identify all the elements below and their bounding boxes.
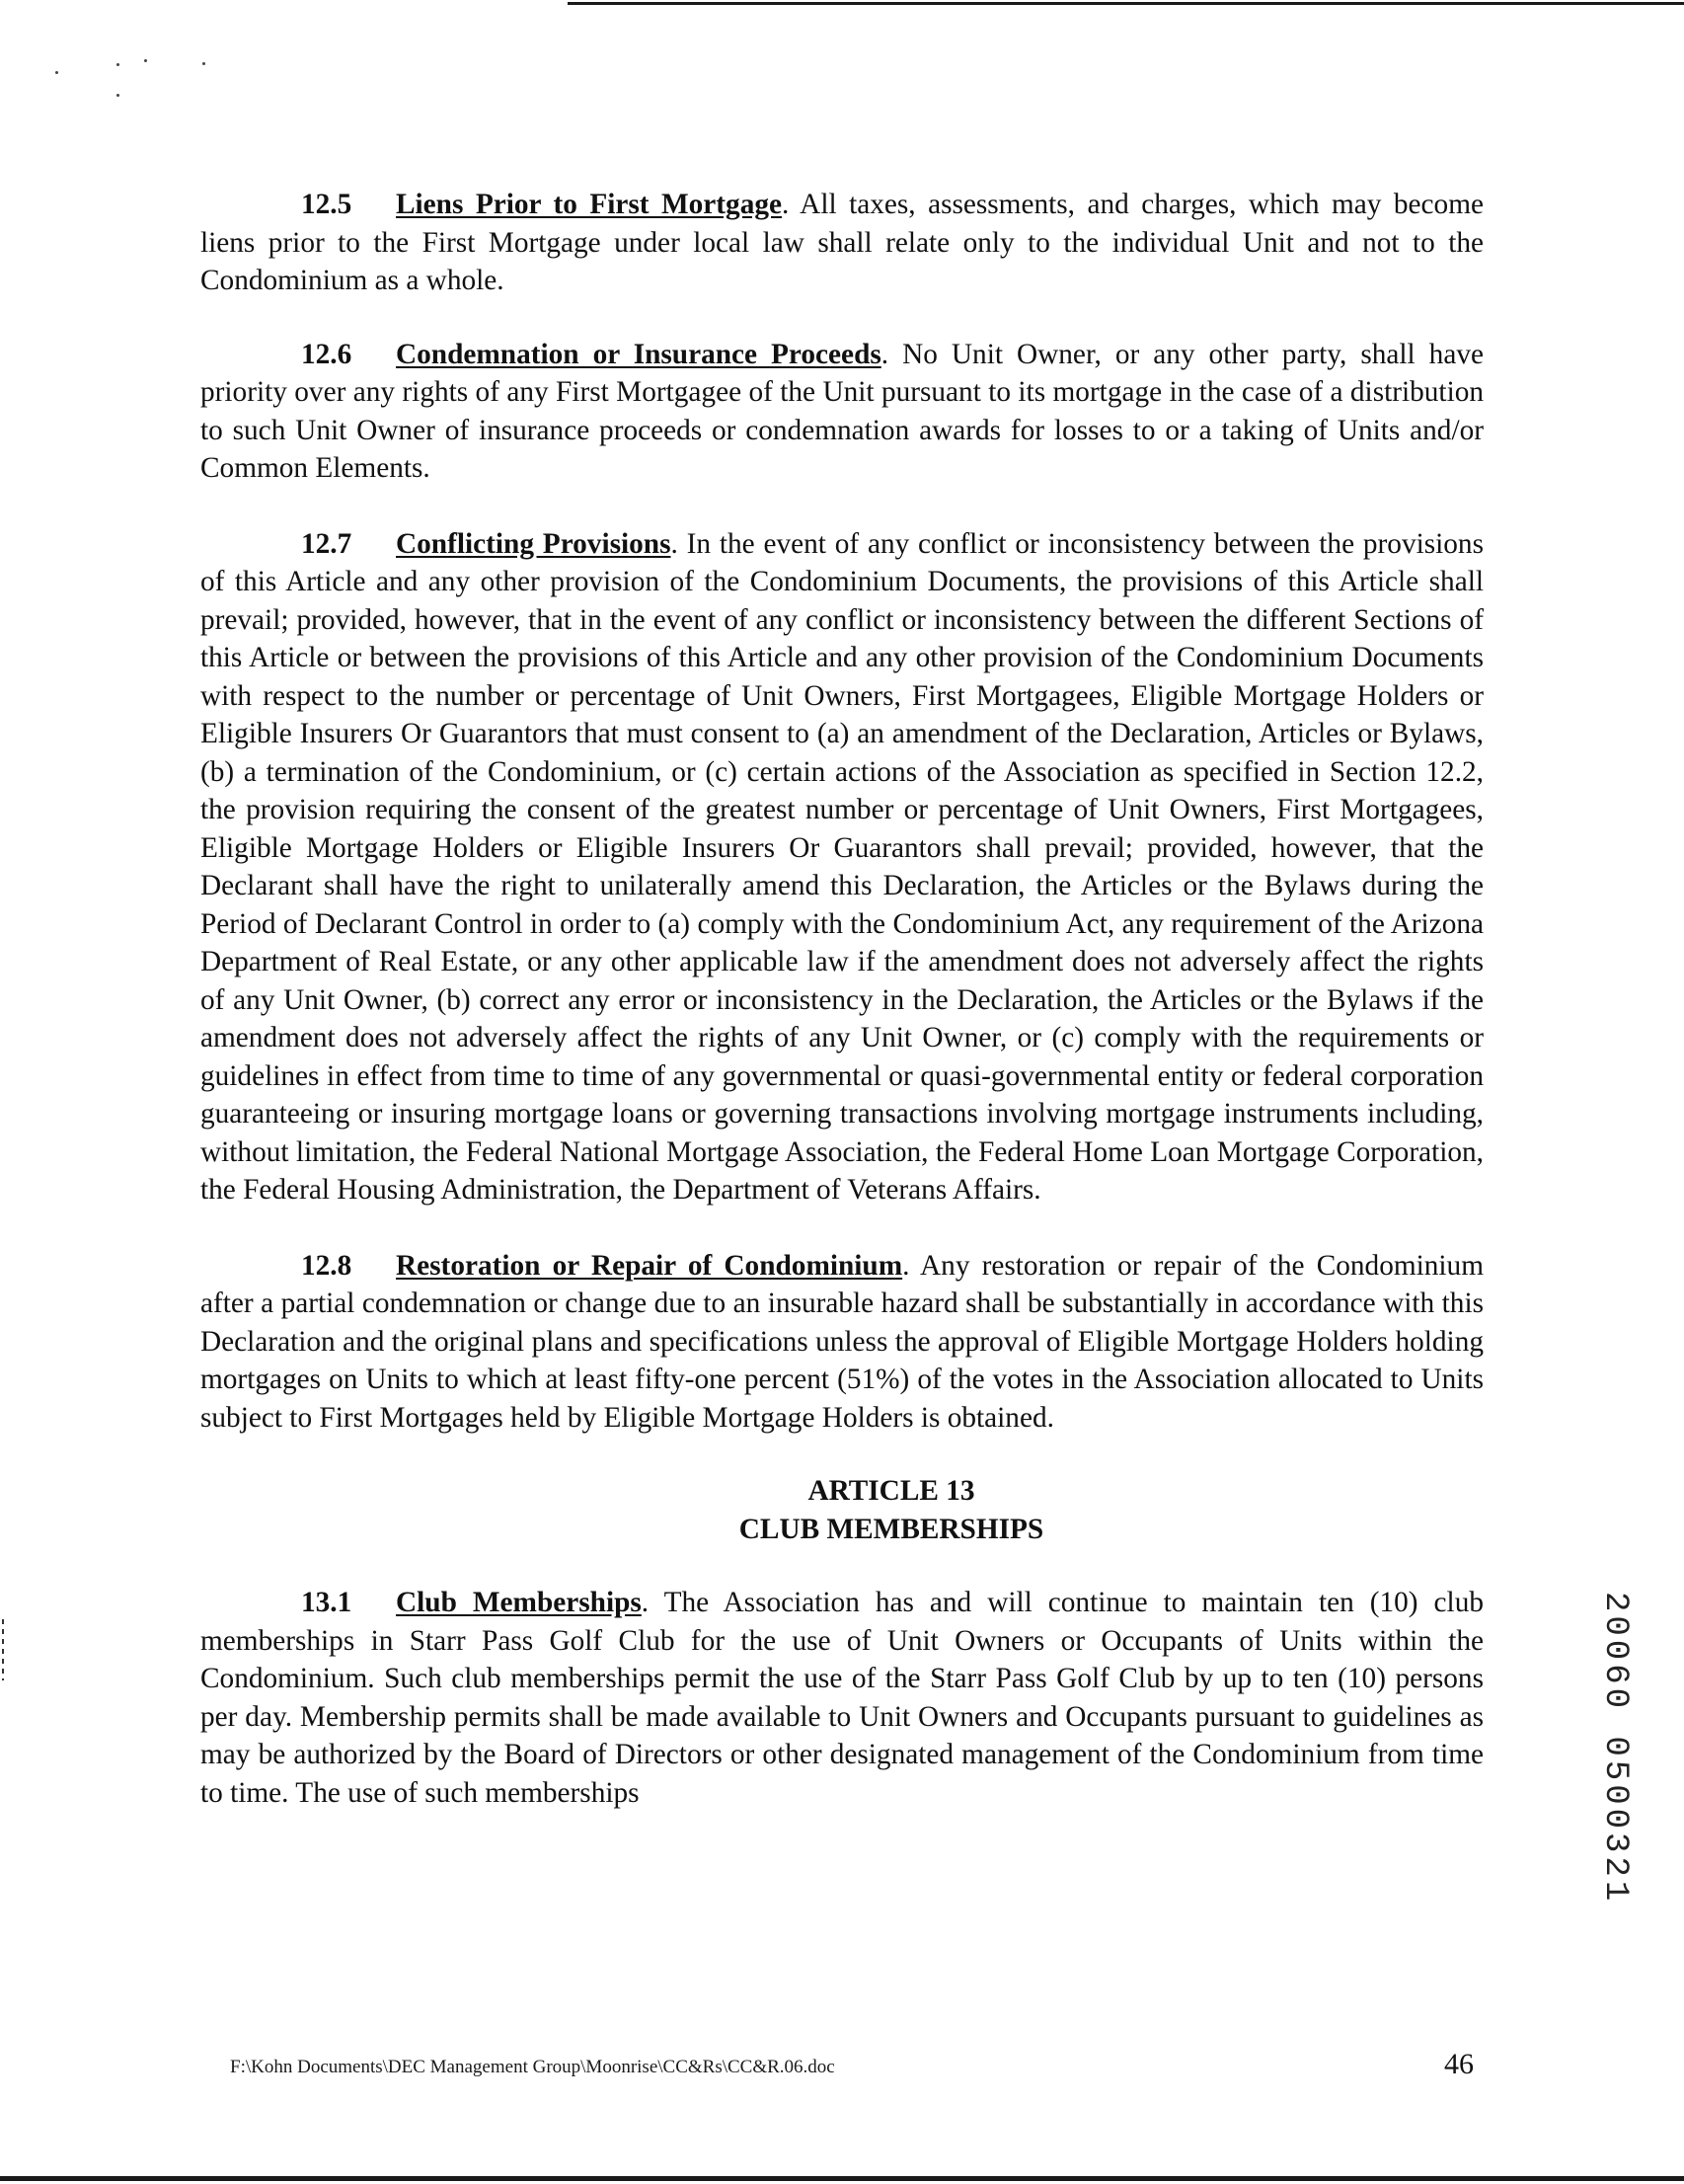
- section-12-8: [200, 1247, 1484, 1438]
- section-body: . In the event of any conflict or inconsistency between the provisions of this Article and any other provision of the Condominium Documents, the provisions of this Article shall prevail; provided, however, that in the event of any conflict or inconsistency between the different Sections of this Article or between the provisions of this Article and any other provision of the Condominium Documents with respect to the number or percentage of Unit Owners, First Mortgagees, Eligible Mortgage Holders or Eligible Insurers Or Guarantors that must consent to (a) an amendment of the Declaration, Articles or Bylaws, (b) a termination of the Condominium, or (c) certain actions of the Association as specified in Section 12.2, the provision requiring the consent of the greatest number or percentage of Unit Owners, First Mortgagees, Eligible Mortgage Holders or Eligible Insurers Or Guarantors shall prevail; provided, however, that the Declarant shall have the right to unilaterally amend this Declaration, the Articles or the Bylaws during the Period of Declarant Control in order to (a) comply with the Condominium Act, any requirement of the Arizona Department of Real Estate, or any other applicable law if the amendment does not adversely affect the rights of any Unit Owner, (b) correct any error or inconsistency in the Declaration, the Articles or the Bylaws if the amendment does not adversely affect the rights of any Unit Owner, or (c) comply with the requirements or guidelines in effect from time to time of any governmental or quasi-governmental entity or federal corporation guaranteeing or insuring mortgage loans or governing transactions involving mortgage instruments including, without limitation, the Federal National Mortgage Association, the Federal Home Loan Mortgage Corporation, the Federal Housing Administration, the Department of Veterans Affairs.: [200, 527, 1484, 1206]
- section-12-5: [200, 186, 1484, 300]
- scan-speck: [116, 94, 119, 97]
- section-number: 12.8: [301, 1249, 352, 1282]
- footer-file-path: F:\Kohn Documents\DEC Management Group\Moonrise\CC&Rs\CC&R.06.doc: [230, 2057, 835, 2077]
- section-title: Conflicting Provisions: [396, 527, 671, 560]
- article-heading: [200, 1472, 1484, 1548]
- section-title: Liens Prior to First Mortgage: [396, 189, 783, 220]
- section-13-1: [200, 1584, 1484, 1812]
- section-number: 13.1: [301, 1587, 352, 1618]
- scan-speck: [202, 62, 205, 65]
- section-number: 12.6: [301, 338, 352, 370]
- scan-speck: [144, 59, 147, 62]
- section-title: Condemnation or Insurance Proceeds: [396, 338, 881, 370]
- article-title: CLUB MEMBERSHIPS: [738, 1513, 1044, 1545]
- scan-speck: [55, 71, 58, 74]
- section-body: . All taxes, assessments, and charges, which may become liens prior to the First Mortgage under local law shall relate only to the individual Unit and not to the Condominium as a whole.: [200, 189, 1484, 296]
- section-body: . The Association has and will continue to maintain ten (10) club memberships in Starr Pass Golf Club for the use of Unit Owners or Occupants of Units within the Condominium. Such club memberships permit the use of the Starr Pass Golf Club by up to ten (10) persons per day. Membership permits shall be made available to Unit Owners and Occupants pursuant to guidelines as may be authorized by the Board of Directors or other designated management of the Condominium from time to time. The use of such memberships: [200, 1587, 1484, 1809]
- section-body: . No Unit Owner, or any other party, shall have priority over any rights of any First Mortgagee of the Unit pursuant to its mortgage in the case of a distribution to such Unit Owner of insurance proceeds or condemnation awards for losses to or a taking of Units and/or Common Elements.: [200, 338, 1484, 484]
- top-border-rule: [568, 2, 1684, 5]
- article-number: ARTICLE 13: [807, 1475, 975, 1507]
- document-body: [200, 186, 1484, 1849]
- section-12-6: [200, 336, 1484, 488]
- section-body: . Any restoration or repair of the Condominium after a partial condemnation or change due to an insurable hazard shall be substantially in accordance with this Declaration and the original plans and specifications unless the approval of Eligible Mortgage Holders holding mortgages on Units to which at least fifty-one percent (51%) of the votes in the Association allocated to Units subject to First Mortgages held by Eligible Mortgage Holders is obtained.: [200, 1249, 1484, 1434]
- section-title: Club Memberships: [396, 1587, 642, 1618]
- scan-speck: [116, 63, 119, 66]
- page-number: 46: [1444, 2048, 1474, 2080]
- section-title: Restoration or Repair of Condominium: [396, 1249, 903, 1282]
- section-number: 12.5: [301, 189, 352, 220]
- bottom-border-rule: [0, 2176, 1684, 2181]
- section-number: 12.7: [301, 527, 352, 560]
- left-margin-marks: [2, 1619, 4, 1680]
- recording-number-stamp: 20060 0500321: [1596, 1592, 1634, 1906]
- section-12-7: [200, 525, 1484, 1209]
